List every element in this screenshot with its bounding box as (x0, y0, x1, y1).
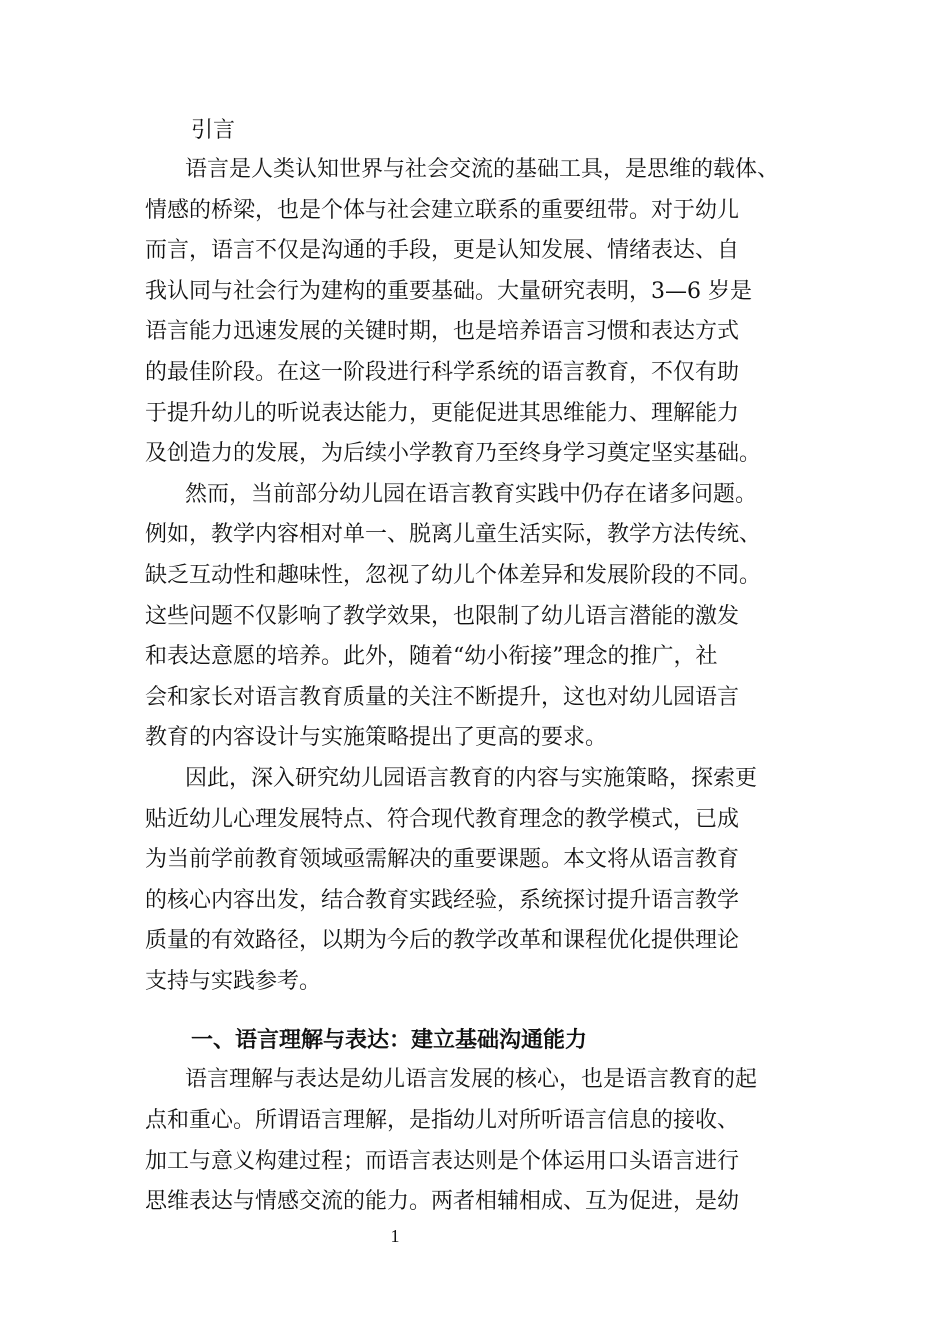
paragraph-line: 的最佳阶段。在这一阶段进行科学系统的语言教育，不仅有助 (145, 359, 740, 385)
paragraph-line: 支持与实践参考。 (145, 968, 322, 994)
purpose-paragraph (145, 759, 815, 1003)
paragraph-line: 因此，深入研究幼儿园语言教育的内容与实施策略，探索更 (185, 765, 758, 791)
paragraph-line: 我认同与社会行为建构的重要基础。大量研究表明，3—6 岁是 (145, 278, 752, 304)
paragraph-line: 质量的有效路径，以期为今后的教学改革和课程优化提供理论 (145, 928, 740, 954)
section-heading: 一、语言理解与表达：建立基础沟通能力 (191, 1028, 588, 1054)
paragraph-line: 教育的内容设计与实施策略提出了更高的要求。 (145, 725, 608, 751)
paragraph-line: 为当前学前教育领域亟需解决的重要课题。本文将从语言教育 (145, 847, 740, 873)
paragraph-line: 的核心内容出发，结合教育实践经验，系统探讨提升语言教学 (145, 887, 740, 913)
paragraph-line: 加工与意义构建过程；而语言表达则是个体运用口头语言进行 (145, 1148, 740, 1174)
paragraph-line: 思维表达与情感交流的能力。两者相辅相成、互为促进，是幼 (145, 1189, 740, 1215)
paragraph-line: 语言能力迅速发展的关键时期，也是培养语言习惯和表达方式 (145, 319, 740, 345)
paragraph-line: 然而，当前部分幼儿园在语言教育实践中仍存在诸多问题。 (185, 481, 758, 507)
paragraph-line: 会和家长对语言教育质量的关注不断提升，这也对幼儿园语言 (145, 684, 740, 710)
problem-paragraph (145, 475, 815, 759)
intro-paragraph (145, 150, 815, 475)
paragraph-line: 而言，语言不仅是沟通的手段，更是认知发展、情绪表达、自 (145, 238, 740, 264)
section1-paragraph (145, 1060, 815, 1222)
paragraph-line: 点和重心。所谓语言理解，是指幼儿对所听语言信息的接收、 (145, 1108, 740, 1134)
paragraph-line: 语言理解与表达是幼儿语言发展的核心，也是语言教育的起 (185, 1067, 758, 1093)
page-number: 1 (390, 1226, 400, 1246)
paragraph-line: 语言是人类认知世界与社会交流的基础工具，是思维的载体、 (185, 157, 780, 182)
paragraph-line: 于提升幼儿的听说表达能力，更能促进其思维能力、理解能力 (145, 400, 740, 426)
paragraph-line: 贴近幼儿心理发展特点、符合现代教育理念的教学模式，已成 (145, 806, 740, 832)
paragraph-line: 和表达意愿的培养。此外，随着“幼小衔接”理念的推广，社 (145, 644, 718, 670)
paragraph-line: 情感的桥梁，也是个体与社会建立联系的重要纽带。对于幼儿 (145, 197, 740, 223)
paragraph-line: 例如，教学内容相对单一、脱离儿童生活实际，教学方法传统、 (145, 522, 762, 548)
page-body (145, 112, 815, 1223)
paragraph-line: 及创造力的发展，为后续小学教育乃至终身学习奠定坚实基础。 (145, 441, 762, 467)
paragraph-line: 这些问题不仅影响了教学效果，也限制了幼儿语言潜能的激发 (145, 603, 740, 629)
paragraph-line: 缺乏互动性和趣味性，忽视了幼儿个体差异和发展阶段的不同。 (145, 562, 762, 588)
intro-heading: 引言 (191, 118, 236, 143)
